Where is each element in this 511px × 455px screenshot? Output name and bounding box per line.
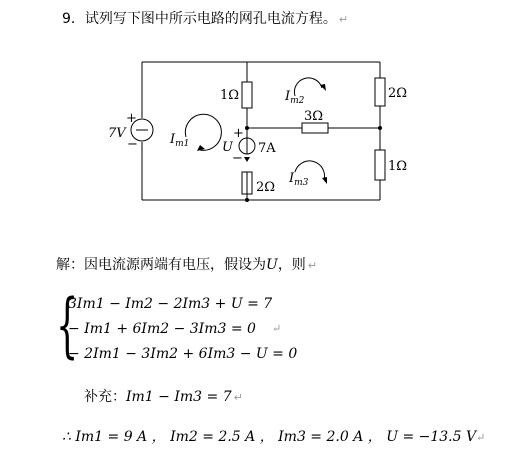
equation-brace: { (56, 284, 79, 366)
r-top-right-label: 2Ω (388, 86, 408, 101)
resistor-1ohm-right (375, 150, 385, 180)
mesh2-label: $I_{m2}$ (285, 89, 305, 106)
u-minus: − (232, 151, 243, 166)
resistor-1ohm-top (242, 82, 252, 108)
vsource-label: 7V (108, 126, 126, 141)
answer-line: ∴ Im1 = 9 A ， Im2 = 2.5 A ， Im3 = 2.0 A ， U = −13.5 V↵ (62, 429, 486, 445)
r-middle-label: 3Ω (304, 109, 324, 124)
u-label: U (222, 140, 233, 155)
mesh1-label: $I_{m1}$ (170, 132, 190, 149)
resistor-2ohm-right (375, 78, 385, 106)
mesh3-label: $I_{m3}$ (289, 171, 309, 188)
vsource-plus: + (126, 111, 137, 126)
supplement-line: 补充：Im1 − Im3 = 7 ↵ (84, 389, 243, 405)
u-plus: + (233, 126, 244, 141)
resistor-3ohm-middle (302, 123, 328, 133)
mesh1-arrow-icon (185, 114, 221, 150)
r-top-left-label: 1Ω (220, 88, 240, 103)
equation-1: 3Im1 − Im2 − 2Im3 + U = 7 (68, 296, 273, 312)
r-bottom-middle-label: 2Ω (256, 180, 276, 195)
equation-3: − 2Im1 − 3Im2 + 6Im3 − U = 0 (68, 346, 298, 362)
question-text: 9．试列写下图中所示电路的网孔电流方程。 ↵ (62, 11, 349, 27)
solution-intro: 解：因电流源两端有电压，假设为U，则 ↵ (56, 257, 318, 273)
r-right-bottom-label: 1Ω (388, 159, 408, 174)
vsource-minus: − (127, 137, 138, 152)
mesh2-arrow-icon (294, 78, 322, 96)
equation-2: − Im1 + 6Im2 − 3Im3 = 0 (68, 321, 256, 337)
csource-label: 7A (258, 141, 276, 156)
paragraph-mark: ↵ (272, 322, 282, 335)
